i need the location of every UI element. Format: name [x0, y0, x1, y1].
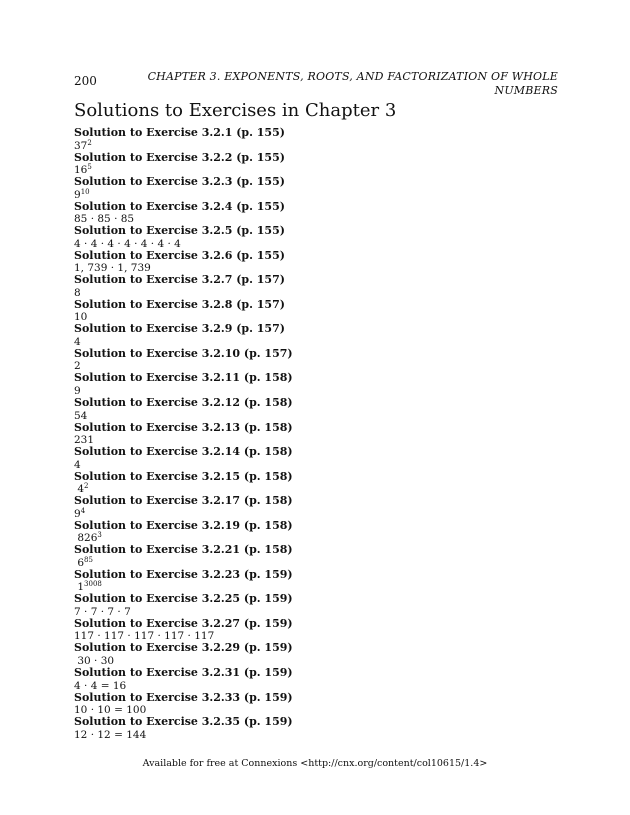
solution-answer-base: 9	[74, 384, 81, 397]
solution-answer-exponent: 2	[84, 482, 89, 491]
solution-item	[74, 471, 554, 496]
solution-item	[74, 348, 554, 373]
solution-answer-base: 9	[74, 188, 81, 201]
solution-answer-base: 826	[74, 532, 98, 545]
running-header	[138, 70, 558, 98]
solution-item	[74, 372, 554, 397]
section-title: Solutions to Exercises in Chapter 3	[74, 100, 397, 121]
solution-title: Solution to Exercise 3.2.5 (p. 155)	[74, 224, 285, 238]
solution-answer-exponent: 2	[87, 138, 92, 147]
solution-answer-exponent: 4	[80, 506, 86, 515]
solution-item	[74, 323, 554, 348]
solution-title: Solution to Exercise 3.2.3 (p. 155)	[74, 175, 285, 189]
solution-answer	[74, 729, 554, 741]
solution-item	[74, 397, 554, 422]
solution-answer-base: 4 · 4 = 16	[74, 679, 127, 692]
solution-item	[74, 422, 554, 447]
solution-answer-base: 4	[74, 483, 85, 496]
solution-title: Solution to Exercise 3.2.19 (p. 158)	[74, 518, 293, 532]
solution-item	[74, 446, 554, 471]
solution-title: Solution to Exercise 3.2.2 (p. 155)	[74, 150, 285, 164]
solution-answer-base: 1	[74, 581, 85, 594]
solutions-list	[74, 127, 554, 741]
solution-answer-base: 30 · 30	[74, 654, 115, 667]
solution-answer-base: 10	[74, 311, 88, 324]
solution-item	[74, 593, 554, 618]
solution-answer-exponent: 5	[87, 163, 92, 172]
solution-title: Solution to Exercise 3.2.6 (p. 155)	[74, 248, 285, 262]
solution-answer-exponent: 10	[80, 187, 90, 196]
solution-item	[74, 544, 554, 569]
solution-answer	[74, 508, 554, 520]
solution-answer-base: 6	[74, 556, 85, 569]
page-number: 200	[74, 74, 97, 88]
solution-item	[74, 520, 554, 545]
solution-item	[74, 201, 554, 226]
solution-title: Solution to Exercise 3.2.12 (p. 158)	[74, 396, 293, 410]
solution-item	[74, 642, 554, 667]
solution-title: Solution to Exercise 3.2.33 (p. 159)	[74, 690, 293, 704]
solution-item	[74, 495, 554, 520]
solution-answer-exponent: 3	[97, 531, 102, 540]
solution-item	[74, 692, 554, 717]
solution-title: Solution to Exercise 3.2.1 (p. 155)	[74, 126, 285, 139]
solution-answer-base: 16	[74, 164, 88, 177]
solution-item	[74, 127, 554, 152]
solution-title: Solution to Exercise 3.2.21 (p. 158)	[74, 543, 293, 557]
solution-title: Solution to Exercise 3.2.10 (p. 157)	[74, 346, 293, 360]
solution-item	[74, 569, 554, 594]
solution-answer-base: 2	[74, 360, 81, 373]
solution-title: Solution to Exercise 3.2.35 (p. 159)	[74, 715, 293, 729]
solution-answer	[74, 459, 554, 471]
solution-answer	[74, 140, 554, 152]
solution-item	[74, 618, 554, 643]
solution-title: Solution to Exercise 3.2.8 (p. 157)	[74, 297, 285, 311]
solution-title: Solution to Exercise 3.2.4 (p. 155)	[74, 199, 285, 213]
solution-title: Solution to Exercise 3.2.29 (p. 159)	[74, 641, 293, 655]
solution-title: Solution to Exercise 3.2.9 (p. 157)	[74, 322, 285, 336]
solution-answer-base: 10 · 10 = 100	[74, 704, 147, 717]
solution-item	[74, 667, 554, 692]
solution-answer	[74, 680, 554, 692]
solution-answer-base: 1, 739 · 1, 739	[74, 262, 151, 275]
solution-answer	[74, 238, 554, 250]
solution-answer	[74, 287, 554, 299]
solution-answer-base: 117 · 117 · 117 · 117 · 117	[74, 630, 215, 643]
solution-answer-base: 12 · 12 = 144	[74, 728, 147, 741]
solution-title: Solution to Exercise 3.2.17 (p. 158)	[74, 494, 293, 508]
solution-title: Solution to Exercise 3.2.31 (p. 159)	[74, 666, 293, 680]
solution-item	[74, 299, 554, 324]
solution-item	[74, 152, 554, 177]
solution-title: Solution to Exercise 3.2.25 (p. 159)	[74, 592, 293, 606]
solution-title: Solution to Exercise 3.2.23 (p. 159)	[74, 567, 293, 581]
solution-answer-base: 4	[74, 335, 81, 348]
solution-answer-base: 37	[74, 139, 88, 152]
solution-title: Solution to Exercise 3.2.15 (p. 158)	[74, 469, 293, 483]
solution-answer	[74, 189, 554, 201]
solution-item	[74, 274, 554, 299]
solution-answer-base: 8	[74, 286, 81, 299]
solution-item	[74, 716, 554, 741]
solution-answer-base: 54	[74, 409, 88, 422]
footer-availability: Available for free at Connexions <http://cnx.org/content/col10615/1.4>	[142, 758, 488, 769]
solution-answer	[74, 410, 554, 422]
solution-answer-base: 7 · 7 · 7 · 7	[74, 605, 131, 618]
solution-answer-exponent: 85	[84, 555, 93, 564]
solution-answer-base: 85 · 85 · 85	[74, 213, 135, 226]
solution-answer-exponent: 3008	[84, 580, 102, 589]
solution-answer-base: 4 · 4 · 4 · 4 · 4 · 4 · 4	[74, 237, 181, 250]
solution-answer	[74, 557, 554, 569]
solution-title: Solution to Exercise 3.2.13 (p. 158)	[74, 420, 293, 434]
solution-answer-base: 4	[74, 458, 81, 471]
solution-title: Solution to Exercise 3.2.11 (p. 158)	[74, 371, 293, 385]
running-header-line-1: CHAPTER 3. EXPONENTS, ROOTS, AND FACTORIZATION OF WHOLE	[147, 70, 558, 83]
solution-item	[74, 250, 554, 275]
running-header-line-2: NUMBERS	[494, 84, 558, 97]
solution-answer-base: 231	[74, 434, 95, 447]
solution-item	[74, 225, 554, 250]
solution-title: Solution to Exercise 3.2.7 (p. 157)	[74, 273, 285, 287]
solution-title: Solution to Exercise 3.2.14 (p. 158)	[74, 445, 293, 459]
solution-item	[74, 176, 554, 201]
solution-title: Solution to Exercise 3.2.27 (p. 159)	[74, 616, 293, 630]
solution-answer-base: 9	[74, 507, 81, 520]
